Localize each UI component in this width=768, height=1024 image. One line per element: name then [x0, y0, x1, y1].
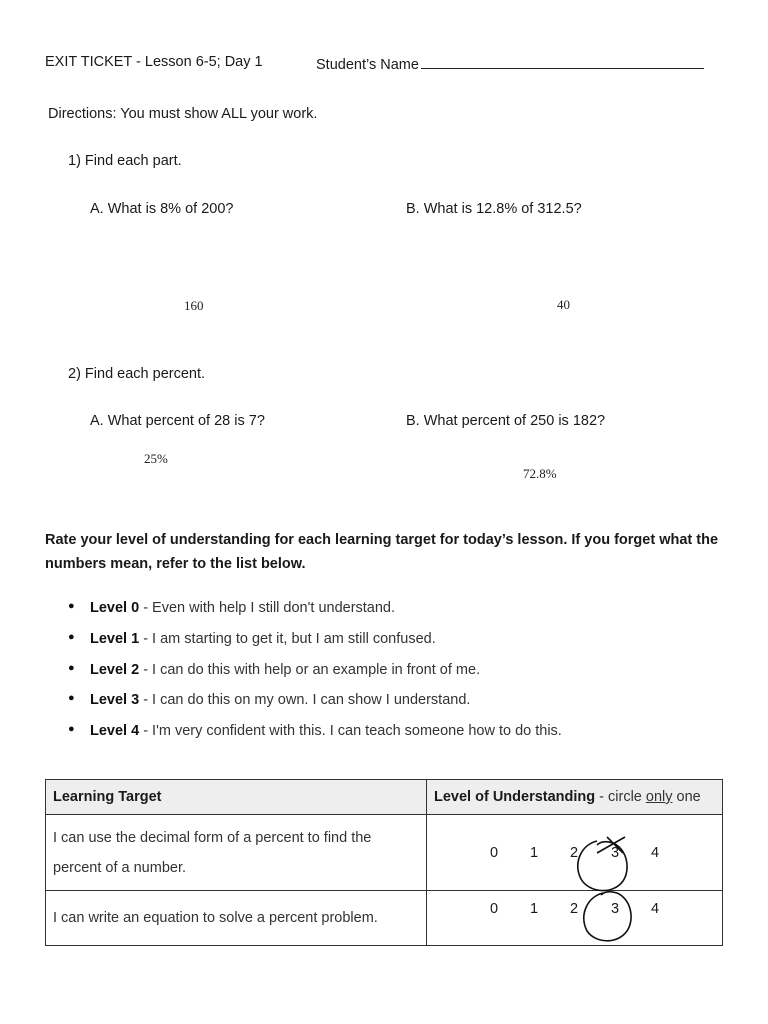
level-option-1[interactable]: 1 — [530, 845, 539, 861]
level-item — [68, 723, 728, 754]
level-description: - I am starting to get it, but I am still confused. — [139, 630, 436, 647]
learning-target-cell — [46, 815, 427, 891]
level-option-0[interactable]: 0 — [490, 901, 499, 917]
level-label: Level 0 — [90, 600, 140, 616]
q2b-prompt: B. What percent of 250 is 182? — [406, 413, 606, 429]
level-description: - I can do this on my own. I can show I understand. — [139, 692, 471, 709]
level-description: - I can do this with help or an example in front of me. — [139, 661, 481, 678]
learning-target-cell — [46, 891, 427, 946]
level-scale — [427, 815, 722, 890]
learning-target-table — [45, 779, 723, 946]
page-title: EXIT TICKET - Lesson 6-5; Day 1 — [45, 54, 263, 70]
level-item — [68, 692, 728, 723]
levels-list — [68, 600, 728, 754]
target-text-line: percent of a number. — [53, 859, 186, 876]
level-description: - Even with help I still don't understand. — [139, 600, 396, 616]
level-option-0[interactable]: 0 — [490, 845, 499, 861]
level-option-1[interactable]: 1 — [530, 901, 539, 917]
level-label: Level 4 — [90, 723, 140, 740]
q1-heading: 1) Find each part. — [68, 153, 182, 169]
level-option-2[interactable]: 2 — [570, 845, 579, 861]
table-row — [46, 891, 723, 946]
q2-heading: 2) Find each percent. — [68, 366, 206, 382]
level-label: Level 1 — [90, 630, 140, 647]
level-item — [68, 662, 728, 693]
level-header-bold: Level of Understanding — [434, 789, 596, 805]
level-cell[interactable] — [427, 891, 723, 946]
name-blank-line — [421, 54, 704, 69]
level-label: Level 2 — [90, 661, 140, 678]
level-option-4[interactable]: 4 — [651, 901, 660, 917]
q2b-answer: 72.8% — [523, 466, 557, 481]
level-item — [68, 600, 728, 631]
q1b-answer: 40 — [557, 297, 570, 312]
student-name-label: Student’s Name — [316, 57, 419, 73]
level-header-end: one — [672, 789, 701, 805]
target-text-line: I can use the decimal form of a percent to find the — [53, 829, 372, 846]
table-header-row — [46, 780, 723, 815]
q2a-prompt: A. What percent of 28 is 7? — [90, 413, 265, 429]
level-item — [68, 631, 728, 662]
q1b-prompt: B. What is 12.8% of 312.5? — [406, 201, 582, 217]
level-cell[interactable] — [427, 815, 723, 891]
level-header-text: - circle — [595, 789, 646, 805]
learning-target-header: Learning Target — [46, 780, 427, 815]
level-scale — [427, 891, 722, 945]
directions: Directions: You must show ALL your work. — [48, 106, 318, 122]
rate-instructions-line2: numbers mean, refer to the list below. — [45, 556, 306, 572]
rate-instructions-line1: Rate your level of understanding for each learning target for today’s lesson. If you forget what the — [45, 532, 719, 548]
level-option-2[interactable]: 2 — [570, 901, 579, 917]
q1a-answer: 160 — [184, 298, 204, 313]
level-header — [427, 780, 723, 815]
level-header-only: only — [645, 789, 673, 805]
level-description: - I'm very confident with this. I can teach someone how to do this. — [139, 723, 562, 740]
level-option-3[interactable]: 3 — [611, 845, 620, 861]
q2a-answer: 25% — [144, 451, 168, 466]
target-text-line: I can write an equation to solve a percent problem. — [53, 910, 378, 926]
level-option-4[interactable]: 4 — [651, 845, 660, 861]
level-label: Level 3 — [90, 692, 140, 709]
student-name-field — [316, 54, 704, 73]
table-row — [46, 815, 723, 891]
level-option-3[interactable]: 3 — [611, 901, 620, 917]
q1a-prompt: A. What is 8% of 200? — [90, 201, 234, 217]
